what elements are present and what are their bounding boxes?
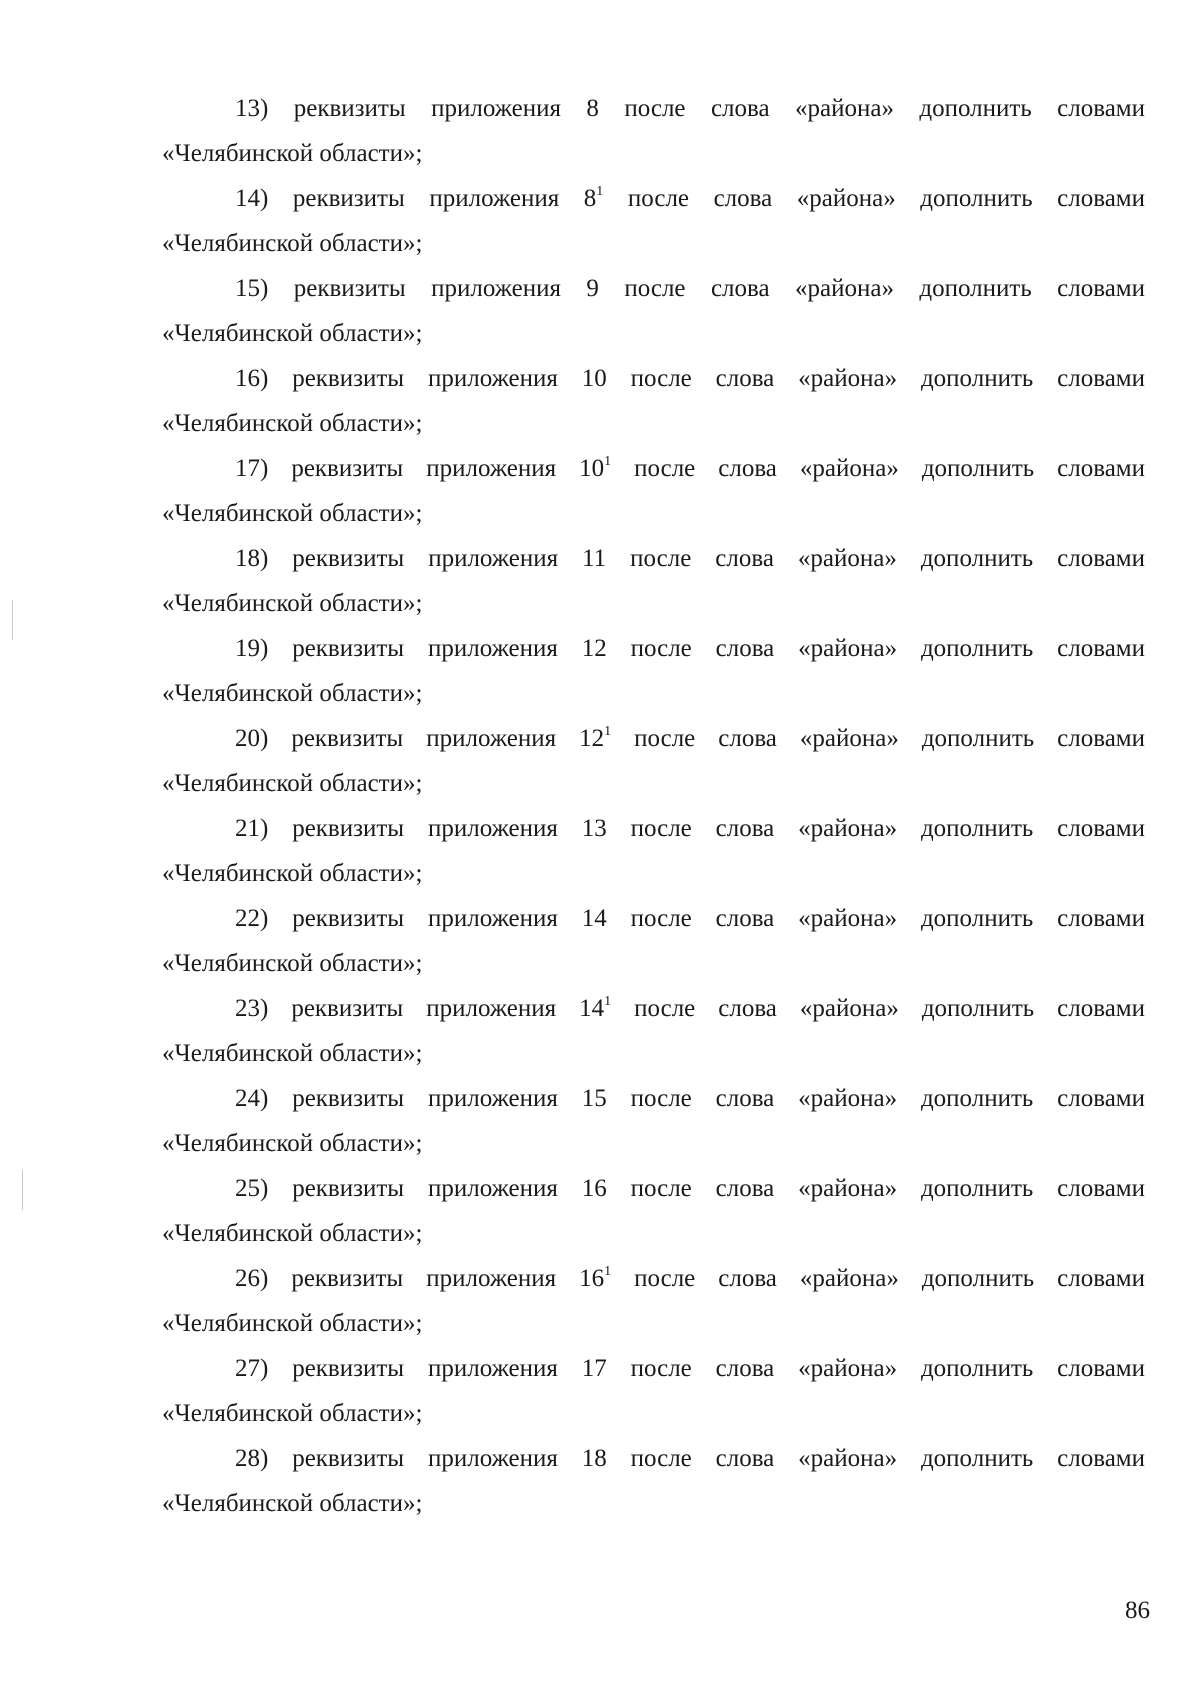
item-suffix: после слова «района» дополнить словами «Челябинской области»; bbox=[162, 905, 1145, 977]
amendment-item bbox=[162, 986, 1145, 1076]
amendment-item bbox=[162, 1076, 1145, 1166]
item-prefix: 21) реквизиты приложения 13 bbox=[235, 815, 607, 842]
item-superscript: 1 bbox=[604, 993, 612, 1009]
item-prefix: 24) реквизиты приложения 15 bbox=[235, 1085, 607, 1112]
item-prefix: 19) реквизиты приложения 12 bbox=[235, 635, 607, 662]
item-superscript: 1 bbox=[604, 453, 612, 469]
item-prefix: 15) реквизиты приложения 9 bbox=[235, 275, 599, 302]
amendment-item bbox=[162, 176, 1145, 266]
item-suffix: после слова «района» дополнить словами «Челябинской области»; bbox=[162, 815, 1145, 887]
item-suffix: после слова «района» дополнить словами «Челябинской области»; bbox=[162, 185, 1145, 257]
item-prefix: 23) реквизиты приложения 14 bbox=[235, 995, 605, 1022]
amendment-item bbox=[162, 86, 1145, 176]
amendment-item bbox=[162, 536, 1145, 626]
item-prefix: 17) реквизиты приложения 10 bbox=[235, 455, 605, 482]
item-suffix: после слова «района» дополнить словами «Челябинской области»; bbox=[162, 725, 1145, 797]
amendment-item bbox=[162, 266, 1145, 356]
amendment-item bbox=[162, 356, 1145, 446]
item-suffix: после слова «района» дополнить словами «Челябинской области»; bbox=[162, 545, 1145, 617]
item-suffix: после слова «района» дополнить словами «Челябинской области»; bbox=[162, 455, 1145, 527]
item-prefix: 28) реквизиты приложения 18 bbox=[235, 1445, 607, 1472]
item-prefix: 26) реквизиты приложения 16 bbox=[235, 1265, 605, 1292]
item-superscript: 1 bbox=[604, 1263, 612, 1279]
amendment-item bbox=[162, 446, 1145, 536]
scan-artifact-mark bbox=[22, 1170, 23, 1210]
item-prefix: 14) реквизиты приложения 8 bbox=[235, 185, 597, 212]
item-prefix: 22) реквизиты приложения 14 bbox=[235, 905, 607, 932]
item-suffix: после слова «района» дополнить словами «Челябинской области»; bbox=[162, 1355, 1145, 1427]
item-prefix: 27) реквизиты приложения 17 bbox=[235, 1355, 607, 1382]
item-suffix: после слова «района» дополнить словами «Челябинской области»; bbox=[162, 1085, 1145, 1157]
item-suffix: после слова «района» дополнить словами «Челябинской области»; bbox=[162, 365, 1145, 437]
item-prefix: 25) реквизиты приложения 16 bbox=[235, 1175, 607, 1202]
item-superscript: 1 bbox=[604, 723, 612, 739]
amendment-list bbox=[162, 86, 1145, 1526]
item-suffix: после слова «района» дополнить словами «Челябинской области»; bbox=[162, 995, 1145, 1067]
amendment-item bbox=[162, 1346, 1145, 1436]
amendment-item bbox=[162, 626, 1145, 716]
item-superscript: 1 bbox=[596, 183, 604, 199]
amendment-item bbox=[162, 716, 1145, 806]
item-prefix: 16) реквизиты приложения 10 bbox=[235, 365, 607, 392]
item-prefix: 13) реквизиты приложения 8 bbox=[235, 95, 599, 122]
amendment-item bbox=[162, 1436, 1145, 1526]
item-suffix: после слова «района» дополнить словами «Челябинской области»; bbox=[162, 95, 1145, 167]
amendment-item bbox=[162, 896, 1145, 986]
item-suffix: после слова «района» дополнить словами «Челябинской области»; bbox=[162, 635, 1145, 707]
page-number: 86 bbox=[1125, 1597, 1150, 1624]
amendment-item bbox=[162, 1256, 1145, 1346]
amendment-item bbox=[162, 806, 1145, 896]
scan-artifact-mark bbox=[12, 600, 13, 640]
item-suffix: после слова «района» дополнить словами «Челябинской области»; bbox=[162, 275, 1145, 347]
item-suffix: после слова «района» дополнить словами «Челябинской области»; bbox=[162, 1445, 1145, 1517]
amendment-item bbox=[162, 1166, 1145, 1256]
item-prefix: 20) реквизиты приложения 12 bbox=[235, 725, 605, 752]
item-prefix: 18) реквизиты приложения 11 bbox=[235, 545, 607, 572]
item-suffix: после слова «района» дополнить словами «Челябинской области»; bbox=[162, 1265, 1145, 1337]
item-suffix: после слова «района» дополнить словами «Челябинской области»; bbox=[162, 1175, 1145, 1247]
